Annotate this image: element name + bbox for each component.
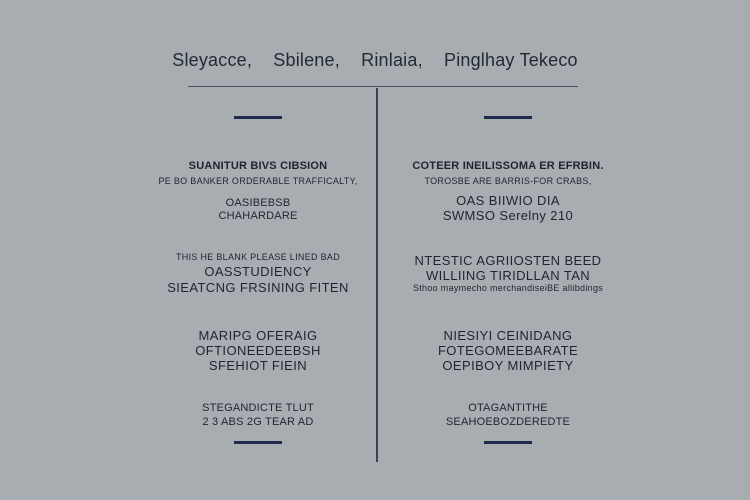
left-block2-line2: CHAHARDARE	[218, 210, 298, 222]
left-block5-line1: STEGANDICTE TLUT	[202, 402, 314, 414]
right-block2-line2: SWMSO Serelny 210	[442, 208, 574, 223]
right-block5-line2: SEAHOEBOZDEREDTE	[445, 416, 571, 428]
right-block3-line1: NTESTIC AGRIIOSTEN BEED	[414, 253, 602, 268]
left-block2-line1: OASIBEBSB	[225, 197, 291, 209]
right-block5-line1: OTAGANTITHE	[468, 402, 548, 414]
bottom-accent-dash	[484, 441, 532, 444]
right-block3-line3: Sthoo maymecho merchandiseiBE allibdings	[412, 283, 604, 293]
left-block5-line2: 2 3 ABS 2G TEAR AD	[202, 416, 314, 428]
left-block1-subline: PE BO BANKER ORDERABLE TRAFFICALTY,	[158, 176, 358, 186]
top-accent-dash	[234, 116, 282, 119]
left-block4-line1: MARIPG OFERAIG	[198, 328, 318, 343]
title-word: Pinglhay Tekeco	[443, 50, 578, 70]
bottom-accent-dash	[234, 441, 282, 444]
title-word: Sleyacce,	[172, 50, 253, 70]
right-block4-line3: OEPIBOY MIMPIETY	[442, 358, 574, 373]
right-block1-heading: COTEER INEILISSOMA ER EFRBIN.	[412, 160, 604, 172]
left-block4-line3: SFEHIOT FIEIN	[208, 358, 308, 373]
top-accent-dash	[484, 116, 532, 119]
right-block3-line2: WILLIING TIRIDLLAN TAN	[425, 268, 591, 283]
left-block1-heading: SUANITUR BIVS CIBSION	[188, 160, 328, 172]
right-block4-line1: NIESIYI CEINIDANG	[443, 328, 573, 343]
title-word: Sbilene,	[273, 50, 340, 70]
right-column	[358, 0, 658, 500]
left-block3-line1: THIS HE BLANK PLEASE LINED BAD	[175, 252, 341, 262]
left-block3-line2: OASSTUDIENCY	[204, 264, 312, 279]
right-block1-subline: TOROSBE ARE BARRIS-FOR CRABS,	[424, 176, 592, 186]
title-word: Rinlaia,	[361, 50, 423, 70]
left-block4-line2: OFTIONEEDEEBSH	[195, 343, 321, 358]
left-block3-line3: SIEATCNG FRSINING FITEN	[167, 280, 349, 295]
right-block4-line2: FOTEGOMEEBARATE	[437, 343, 579, 358]
right-block2-line1: OAS BIIWIO DIA	[456, 193, 560, 208]
